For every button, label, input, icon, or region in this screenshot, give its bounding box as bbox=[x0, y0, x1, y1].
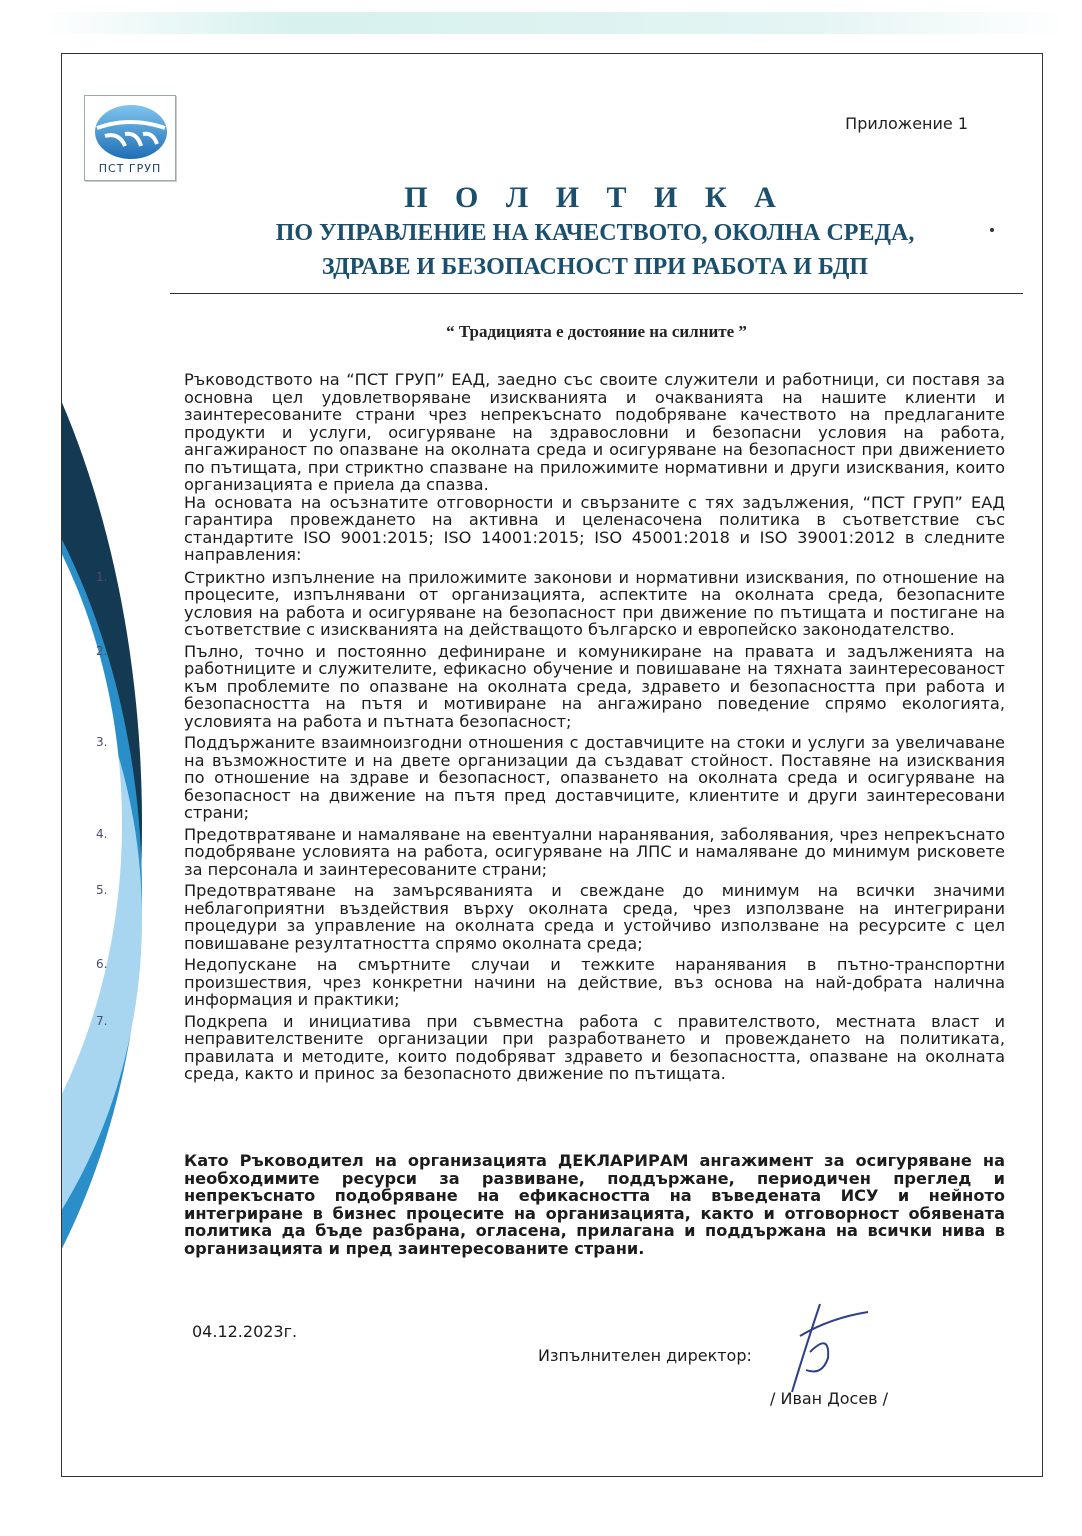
motto: “ Традицията е достояние на силните ” bbox=[446, 322, 747, 341]
company-logo bbox=[84, 95, 176, 181]
list-item-text: Недопускане на смъртните случаи и тежките наранявания в пътно-транспортни произшествия, чрез конкретни начини на действие, въз основа на най-добрата налична информация и практики; bbox=[184, 955, 1005, 1009]
annex-label: Приложение 1 bbox=[845, 114, 968, 133]
list-item-text: Пълно, точно и постоянно дефиниране и комуникиране на правата и задълженията на работниците и служителите, ефикасно обучение и повишаване на тяхната заинтересованост към проблемите по опазване на околната среда, здравето и безопасността при работа и безопасността на пътя и мотивиране на ангажирано поведение спрямо екологията, условията на работа и пътната безопасност; bbox=[184, 641, 1005, 731]
list-item bbox=[96, 955, 1005, 1009]
title-line-2: ЗДРАВЕ И БЕЗОПАСНОСТ ПРИ РАБОТА И БДП bbox=[321, 254, 869, 280]
list-item bbox=[96, 824, 1005, 879]
signer-title: Изпълнителен директор: bbox=[538, 1346, 752, 1365]
list-item-text: Стриктно изпълнение на приложимите законови и нормативни изисквания, по отношение на процесите, изпълнявани от организацията, аспектите на околната среда, безопасните условия на работа и осигуряване на безопасност при движение по пътищата и постигане на съответствие с изискванията на действащото българско и европейско законодателство. bbox=[184, 567, 1005, 639]
list-item bbox=[96, 567, 1005, 639]
list-item-number: 3. bbox=[96, 735, 108, 749]
list-item bbox=[96, 641, 1005, 731]
policy-body bbox=[96, 370, 1005, 1087]
divider bbox=[170, 293, 1023, 294]
list-item-number: 2. bbox=[96, 643, 108, 658]
scan-edge-strip bbox=[40, 12, 1070, 34]
list-item-text: Поддържаните взаимноизгодни отношения с доставчиците на стоки и услуги за увеличаване на възможностите и на двете организации да създават стойност. Поставяне на изисквания по отношение на здраве и безопасност, опазването на околната среда и осигуряване на безопасност на движение на пътя пред доставчиците, клиентите и други заинтересовани страни; bbox=[184, 733, 1005, 822]
list-item bbox=[96, 1011, 1005, 1083]
policy-directions-list bbox=[96, 567, 1005, 1083]
list-item bbox=[96, 733, 1005, 822]
scan-speck bbox=[990, 228, 994, 232]
list-item-text: Предотвратяване и намаляване на евентуални наранявания, заболявания, чрез непрекъснато подобряване условията на работа, осигуряване на ЛПС и намаляване до минимум рисковете за персонала и заинтересованите страни; bbox=[184, 824, 1005, 879]
list-item-number: 6. bbox=[96, 957, 108, 971]
logo-text: ПСТ ГРУП bbox=[98, 162, 162, 175]
handwritten-signature bbox=[770, 1292, 880, 1402]
intro-paragraph-1: Ръководството на “ПСТ ГРУП” ЕАД, заедно със своите служители и работници, си поставя за основна цел удовлетворяване изискванията и очакванията на нашите клиенти и заинтересованите страни чрез непрекъснато подобряване качеството на предлаганите продукти и услуги, осигуряване на здравословни и безопасни условия на работа, ангажираност по опазване на околната среда и осигуряване на безопасност при движението по пътищата, при стриктно спазване на приложимите нормативни и други изисквания, които организацията е приела да спазва. bbox=[184, 370, 1005, 494]
document-date: 04.12.2023г. bbox=[192, 1322, 298, 1341]
list-item-number: 5. bbox=[96, 883, 108, 897]
signer-name: / Иван Досев / bbox=[770, 1389, 889, 1408]
list-item bbox=[96, 881, 1005, 953]
intro-paragraph-2: На основата на осъзнатите отговорности и свързаните с тях задължения, “ПСТ ГРУП” ЕАД гарантира провеждането на активна и целенасочена политика в съответствие със стандартите ISO 9001:2015; ISO 14001:2015; ISO 45001:2018 и ISO 39001:2012 в следните направления: bbox=[184, 492, 1005, 564]
list-item-number: 1. bbox=[96, 569, 108, 584]
list-item-number: 7. bbox=[96, 1013, 108, 1028]
page-title: П О Л И Т И К А bbox=[404, 181, 786, 214]
list-item-text: Подкрепа и инициатива при съвместна работа с правителството, местната власт и неправителствените организации при разработването и провеждането на политиката, правилата и методите, които подобряват здравето и безопасността, опазване на околната среда, както и принос за безопасното движение по пътищата. bbox=[184, 1011, 1005, 1083]
list-item-text: Предотвратяване на замърсяванията и свеждане до минимум на всички значими неблагоприятни въздействия върху околната среда, чрез използване на интегрирани процедури за управление на околната среда и устойчиво използване на ресурсите с цел повишаване резултатността спрямо околната среда; bbox=[184, 881, 1005, 953]
title-line-1: ПО УПРАВЛЕНИЕ НА КАЧЕСТВОТО, ОКОЛНА СРЕДА, bbox=[275, 220, 915, 246]
title-block bbox=[170, 180, 1020, 284]
list-item-number: 4. bbox=[96, 826, 108, 841]
management-declaration: Като Ръководител на организацията ДЕКЛАРИРАМ ангажимент за осигуряване на необходимите ресурси за развиване, поддържане, периодичен преглед и непрекъснато подобряване на ефикасността на въведената ИСУ и нейното интегриране в бизнес процесите на организацията, както и отговорност обявената политика да бъде разбрана, огласена, прилагана и поддържана на всички нива в организацията и пред заинтересованите страни. bbox=[184, 1151, 1005, 1258]
logo-globe-icon bbox=[91, 102, 171, 162]
